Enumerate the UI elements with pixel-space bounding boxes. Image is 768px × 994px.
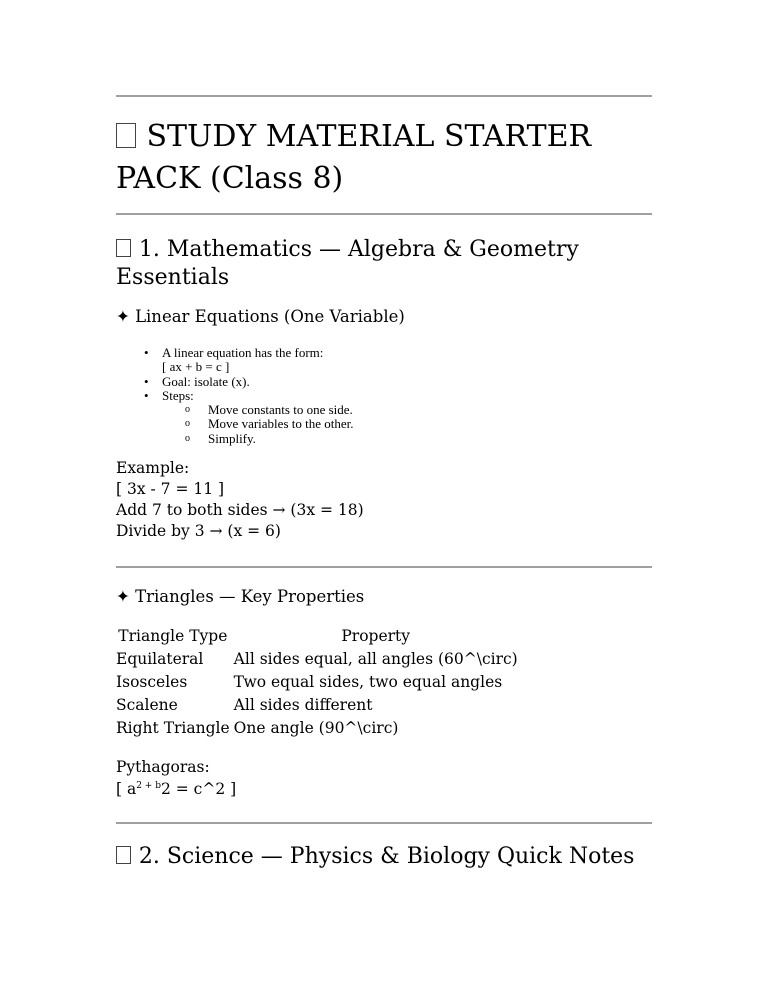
list-item: • A linear equation has the form: [ ax + b = c ] [144,345,324,375]
linear-list [116,346,354,446]
page-title: STUDY MATERIAL STARTER PACK (Class 8) [116,119,592,196]
triangle-table [114,624,520,739]
divider [116,213,652,215]
table-header: Triangle Type Property [118,626,411,645]
bullet-icon: • [144,373,149,389]
divider [116,566,652,568]
list-item: • Goal: isolate (x). [144,373,250,389]
science-heading: 2. Science — Physics & Biology Quick Notes [116,843,676,871]
list-item: • Steps: o Move constants to one side. o Move variables to the other. o Simplify. [144,387,354,446]
missing-glyph-icon [116,846,131,865]
list-item: o Move constants to one side. [185,402,353,418]
missing-glyph-icon [116,123,136,148]
missing-glyph-icon [116,239,131,258]
star-icon: ✦ [116,587,130,606]
circle-bullet-icon: o [185,418,190,430]
bullet-icon: • [144,387,149,403]
linear-heading: ✦ Linear Equations (One Variable) [116,307,405,326]
bullet-icon: • [144,345,149,360]
divider [116,95,652,97]
table-row: Isosceles Two equal sides, two equal angles [116,672,503,691]
table-row: Right Triangle One angle (90^\circ) [116,718,399,737]
list-item: o Simplify. [185,430,256,446]
star-icon: ✦ [116,307,130,326]
circle-bullet-icon: o [185,432,190,444]
example-block: Example: [ 3x - 7 = 11 ] Add 7 to both sides → (3x = 18) Divide by 3 → (x = 6) [116,459,364,540]
circle-bullet-icon: o [185,404,190,416]
math-heading: 1. Mathematics — Algebra & Geometry Essentials [116,237,579,290]
table-row: Scalene All sides different [116,695,373,714]
triangles-heading: ✦ Triangles — Key Properties [116,587,365,606]
divider [116,822,652,824]
pythagoras-block: Pythagoras: [ $a^{2 + b}2$ = c^2 ] [116,758,237,799]
list-item: o Move variables to the other. [185,416,354,432]
table-row: Equilateral All sides equal, all angles (60^\circ) [116,649,518,668]
